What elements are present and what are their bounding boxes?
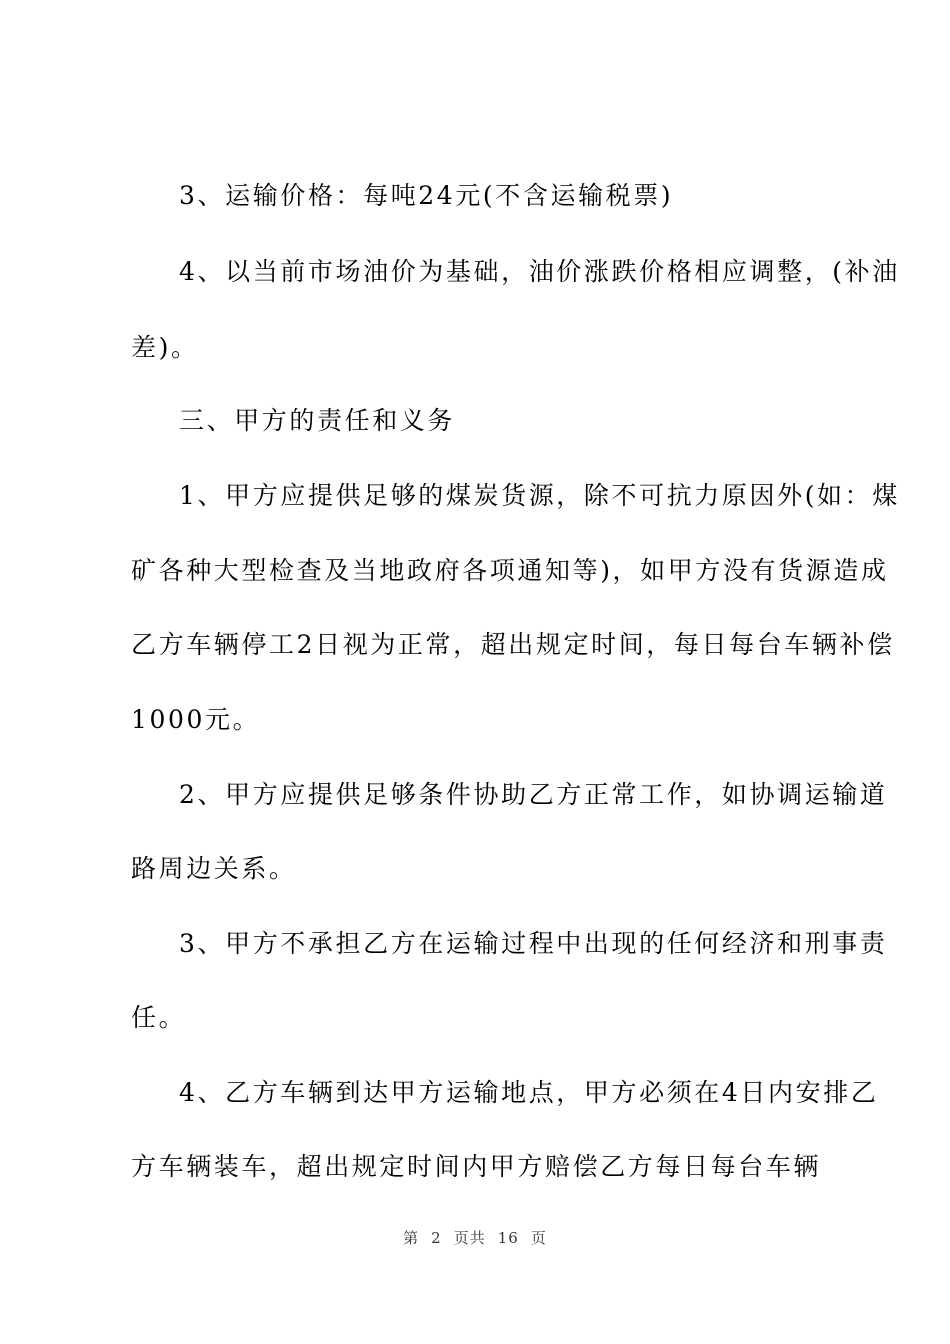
text-line: 差)。 <box>131 333 199 362</box>
text-line: 4、乙方车辆到达甲方运输地点，甲方必须在4日内安排乙 <box>179 1078 879 1107</box>
text-line: 方车辆装车，超出规定时间内甲方赔偿乙方每日每台车辆 <box>131 1152 822 1181</box>
total-pages-number: 16 <box>497 1229 519 1247</box>
text-line: 3、甲方不承担乙方在运输过程中出现的任何经济和刑事责 <box>179 929 888 958</box>
text-line: 4、以当前市场油价为基础，油价涨跌价格相应调整，(补油 <box>179 257 900 286</box>
text-line: 1、甲方应提供足够的煤炭货源，除不可抗力原因外(如：煤 <box>179 481 900 510</box>
text-line: 1000元。 <box>131 705 261 734</box>
text-line: 路周边关系。 <box>131 854 297 883</box>
text-line: 乙方车辆停工2日视为正常，超出规定时间，每日每台车辆补偿 <box>131 630 895 659</box>
text-line: 矿各种大型检查及当地政府各项通知等)，如甲方没有货源造成 <box>131 556 889 585</box>
text-line: 任。 <box>131 1003 187 1032</box>
footer-prefix: 第 <box>403 1229 420 1247</box>
current-page-number: 2 <box>431 1229 442 1247</box>
text-line: 3、运输价格：每吨24元(不含运输税票) <box>179 181 674 210</box>
footer-suffix: 页 <box>530 1229 547 1247</box>
text-line: 2、甲方应提供足够条件协助乙方正常工作，如协调运输道 <box>179 780 888 809</box>
page-footer <box>0 1228 950 1248</box>
section-heading: 三、甲方的责任和义务 <box>179 406 456 435</box>
footer-mid: 页共 <box>453 1229 486 1247</box>
